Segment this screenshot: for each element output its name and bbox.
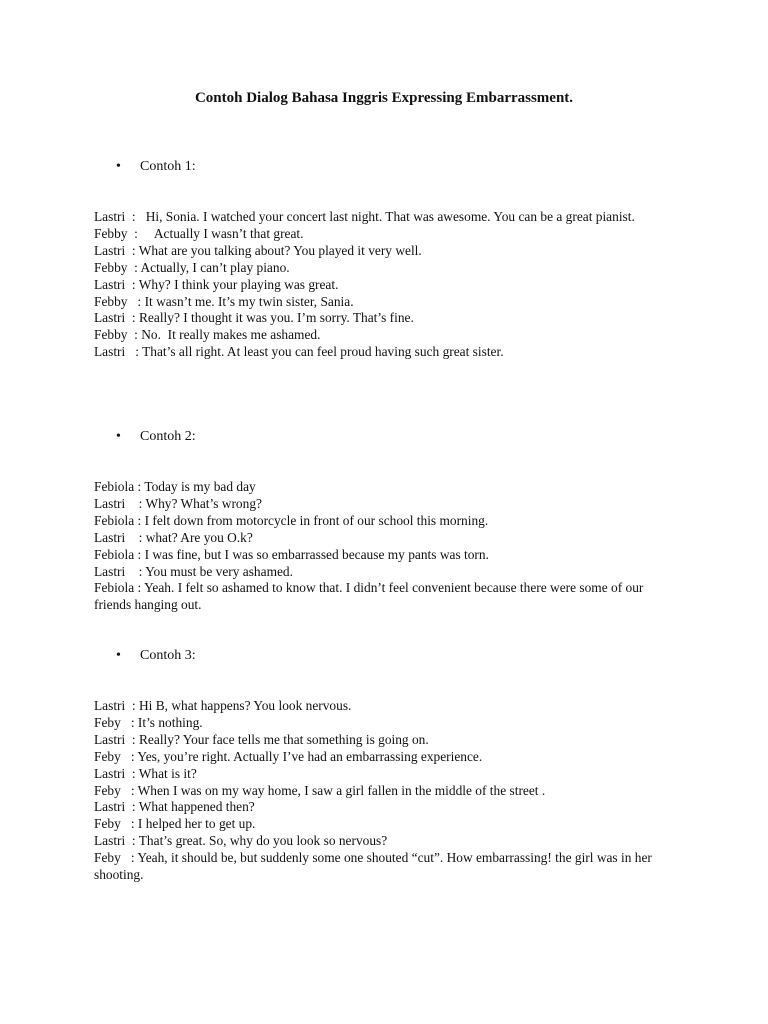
dialog-line: Lastri : Hi B, what happens? You look nervous. — [94, 698, 352, 713]
dialog-line: Lastri : What is it? — [94, 765, 197, 781]
dialog-line: Febby : Actually, I can’t play piano. — [94, 259, 290, 275]
bullet-icon: • — [116, 159, 121, 174]
dialog-line: Lastri : That’s all right. At least you can feel proud having such great sister. — [94, 344, 504, 360]
dialog-line: Febby : Actually I wasn’t that great. — [94, 225, 304, 241]
dialog-line: Lastri : Why? What’s wrong? — [94, 495, 262, 511]
dialog-line: Lastri : That’s great. So, why do you look so nervous? — [94, 833, 388, 849]
document-title: Contoh Dialog Bahasa Inggris Expressing Embarrassment. — [194, 90, 574, 106]
section-heading-label: Contoh 1: — [140, 159, 196, 174]
dialog-line: Lastri : Really? I thought it was you. I’m sorry. That’s fine. — [94, 310, 414, 326]
dialog-block-2 — [94, 479, 674, 614]
dialog-line: Feby : It’s nothing. — [94, 714, 203, 730]
dialog-line: Lastri : what? Are you O.k? — [94, 529, 253, 545]
dialog-block-3 — [94, 698, 674, 884]
dialog-line: Feby : When I was on my way home, I saw a girl fallen in the middle of the street . — [94, 782, 546, 798]
dialog-line: Febby : No. It really makes me ashamed. — [94, 327, 321, 343]
dialog-line: Lastri : What happened then? — [94, 799, 255, 815]
dialog-line: Lastri : You must be very ashamed. — [94, 563, 293, 579]
dialog-line: Febiola : Yeah. I felt so ashamed to know that. I didn’t feel convenient because there were some of our friends hanging out. — [94, 580, 647, 613]
section-heading-label: Contoh 3: — [140, 648, 196, 663]
dialog-line: Feby : Yeah, it should be, but suddenly some one shouted “cut”. How embarrassing! the girl was in her shooting. — [94, 850, 656, 883]
dialog-line: Febiola : I was fine, but I was so embarrassed because my pants was torn. — [94, 546, 489, 562]
dialog-block-1 — [94, 209, 674, 361]
section-heading-3 — [116, 647, 196, 664]
dialog-line: Feby : I helped her to get up. — [94, 816, 256, 832]
section-heading-label: Contoh 2: — [140, 429, 196, 444]
dialog-line: Lastri : Really? Your face tells me that something is going on. — [94, 731, 429, 747]
dialog-line: Feby : Yes, you’re right. Actually I’ve had an embarrassing experience. — [94, 748, 483, 764]
dialog-line: Lastri : Hi, Sonia. I watched your concert last night. That was awesome. You can be a great pianist. — [94, 209, 635, 224]
bullet-icon: • — [116, 648, 121, 663]
dialog-line: Lastri : Why? I think your playing was great. — [94, 276, 339, 292]
bullet-icon: • — [116, 429, 121, 444]
dialog-line: Febiola : Today is my bad day — [94, 479, 256, 494]
dialog-line: Lastri : What are you talking about? You played it very well. — [94, 242, 422, 258]
section-heading-1 — [116, 158, 196, 175]
section-heading-2 — [116, 428, 196, 445]
dialog-line: Febiola : I felt down from motorcycle in front of our school this morning. — [94, 512, 489, 528]
dialog-line: Febby : It wasn’t me. It’s my twin sister, Sania. — [94, 293, 354, 309]
